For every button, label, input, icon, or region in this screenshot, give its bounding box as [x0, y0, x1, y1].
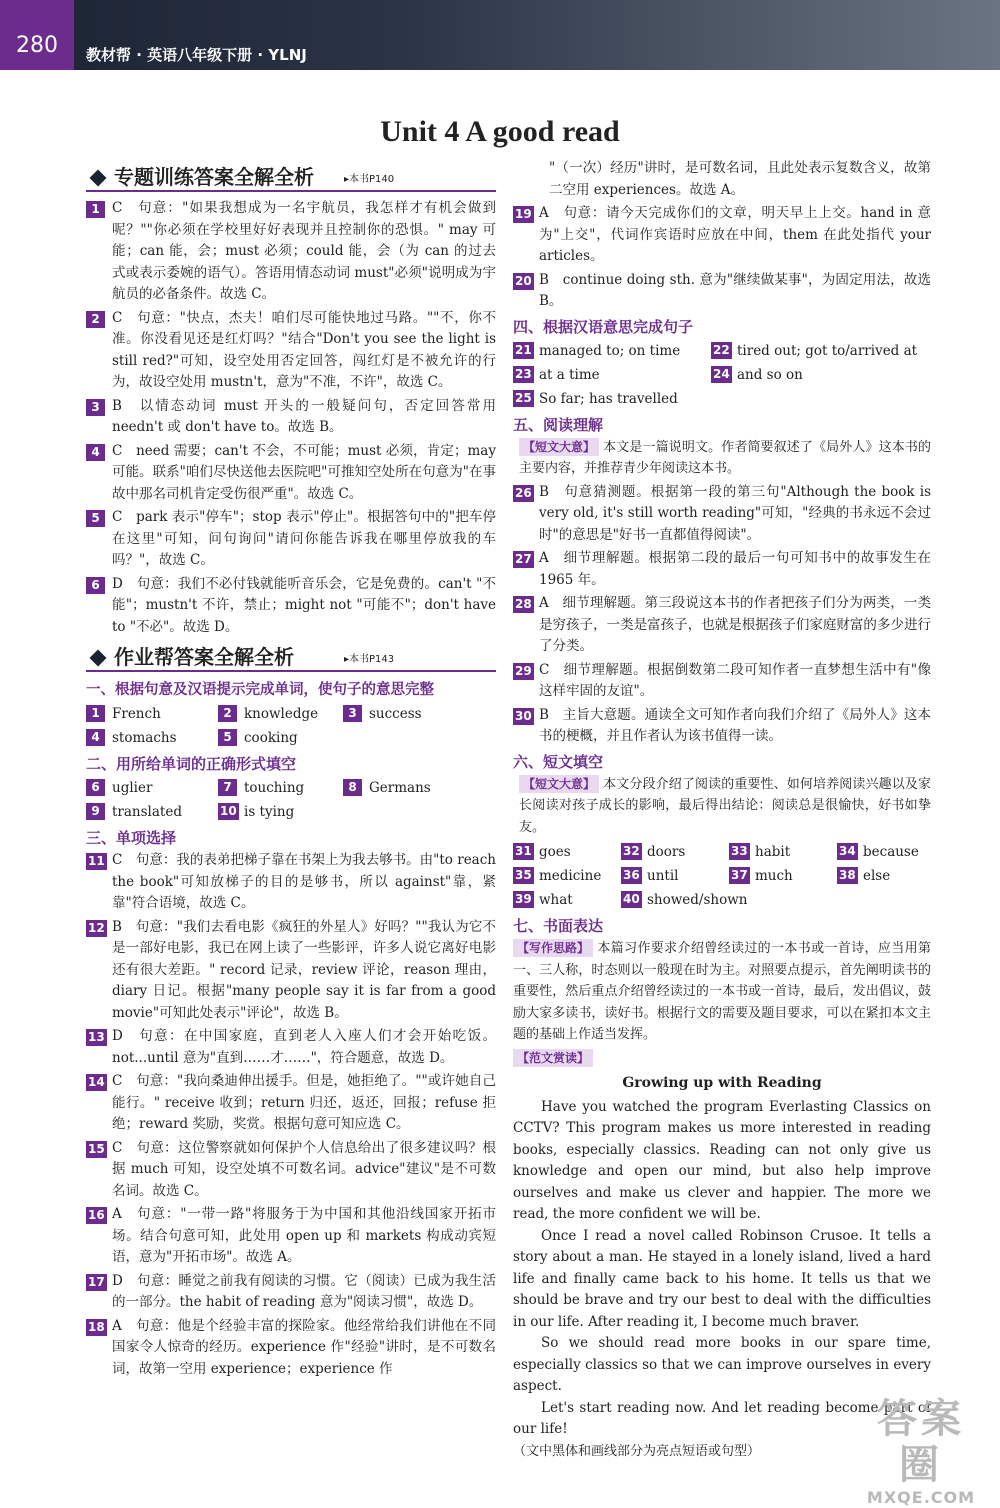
part-heading: 二、用所给单词的正确形式填空 [86, 755, 297, 773]
summary [513, 437, 931, 480]
answer-grid [86, 702, 496, 750]
answer-text: managed to; on time [539, 342, 681, 359]
answer-text: So far; has travelled [539, 390, 678, 407]
answer-item [513, 270, 931, 313]
answer-text: tired out; got to/arrived at [737, 342, 918, 359]
answer-cell [513, 363, 711, 387]
answer-cell [218, 776, 343, 800]
answer-text: showed/shown [647, 892, 748, 908]
answer-item [513, 482, 931, 547]
section-ref: ▸本书P143 [344, 654, 395, 665]
essay-paragraph: Have you watched the program Everlasting Classics on CCTV? This program makes us more interested in reading books, especially classics. Reading can not only give us knowledge and open our mind, but also help improve ourselves and make us clever and happier. The more we read, the more confident we will be. [513, 1098, 931, 1222]
section-title: 专题训练答案全解全析 [114, 165, 314, 189]
question-number: 1 [86, 201, 105, 218]
question-number: 10 [220, 804, 237, 818]
book-title: 教材帮 · 英语八年级下册 · YLNJ [86, 46, 307, 64]
part-heading: 三、单项选择 [86, 829, 177, 847]
answer-text: until [647, 868, 679, 884]
answer-text: B 句意猜测题。根据第一段的第三句"Although the book is very old, it's still worth reading"可知，"经典的书永远不会过时"的意思是"好书一直都值得阅读"。 [539, 483, 931, 543]
answer-list [513, 482, 931, 748]
question-number: 13 [88, 1030, 105, 1044]
question-number: 31 [515, 844, 532, 858]
question-number: 8 [343, 779, 362, 796]
page-number: 280 [0, 0, 74, 70]
answer-text: touching [244, 780, 305, 796]
question-number: 17 [88, 1274, 105, 1289]
answer-grid [86, 776, 496, 824]
question-number: 34 [839, 844, 856, 858]
answer-item [86, 1071, 496, 1136]
question-number: 28 [515, 597, 532, 611]
answer-cell [513, 387, 711, 411]
question-number: 4 [86, 444, 105, 461]
answer-cell [86, 800, 218, 824]
answer-text: knowledge [244, 706, 319, 722]
answer-item [86, 198, 496, 306]
answer-cell [711, 363, 931, 387]
part-heading: 五、阅读理解 [513, 415, 604, 434]
answer-list [86, 198, 496, 638]
answer-text: uglier [112, 780, 153, 796]
section-ref: ▸本书P140 [344, 174, 395, 185]
question-number: 12 [88, 920, 105, 935]
section-band [86, 162, 496, 192]
answer-text: C 句意："如果我想成为一名宇航员，我怎样才有机会做到呢？""你必须在学校里好好表现并且控制你的恐惧。" may 可能；can 能，会；must 必须；could 能，会（为 can 的过去式或表示委婉的语气）。答语用情态动词 must"必须"说明成为宇航员的必备条件。故选 C。 [112, 200, 496, 302]
answer-cell [343, 776, 493, 800]
question-number: 27 [515, 552, 532, 566]
question-number: 24 [713, 366, 730, 381]
answer-cell [86, 726, 218, 750]
answer-cell [343, 702, 493, 726]
answer-item [86, 1026, 496, 1069]
question-number: 32 [623, 844, 640, 858]
question-number: 6 [86, 779, 105, 796]
summary-text: 本文是一篇说明文。作者简要叙述了《局外人》这本书的主要内容，并推荐青少年阅读这本书。 [519, 439, 931, 476]
answer-cell [86, 702, 218, 726]
section-band [86, 642, 496, 672]
answer-text: much [755, 868, 793, 884]
watermark [856, 1396, 986, 1507]
question-number: 1 [86, 705, 105, 722]
question-number: 30 [515, 708, 532, 723]
answer-item [86, 850, 496, 915]
answer-item [513, 660, 931, 703]
answer-text: C park 表示"停车"；stop 表示"停止"。根据答句中的"把车停在这里"可知，问句询问"请问你能告诉我在哪里停放我的车吗？"，故选 C。 [112, 509, 496, 568]
essay-paragraph: Let's start reading now. And let reading become part of our life! [513, 1399, 931, 1437]
right-column [513, 158, 931, 1462]
answer-text: B 句意："我们去看电影《疯狂的外星人》好吗？""我认为它不是一部好电影，我已在网上读了一些影评，许多人说它离好电影还有很大差距。" record 记录，review 评论，reason 理由，diary 日记。根据"many people say it is far from a good movie"可知此处表示"评论"，故选 B。 [112, 918, 496, 1021]
question-number: 36 [623, 868, 640, 882]
answer-item [86, 441, 496, 506]
question-number: 20 [515, 273, 532, 288]
part-heading: 四、根据汉语意思完成句子 [513, 317, 694, 336]
question-number: 29 [515, 663, 532, 678]
answer-cell [729, 840, 837, 864]
answer-grid [513, 840, 931, 912]
answer-text: Germans [369, 780, 431, 796]
answer-cell [711, 339, 931, 363]
question-number: 16 [88, 1208, 105, 1222]
answer-item [513, 593, 931, 658]
answer-item [86, 1316, 496, 1381]
part-heading: 七、书面表达 [513, 917, 604, 935]
answer-cell [621, 840, 729, 864]
answer-item [86, 1204, 496, 1269]
thinking-text: 本篇习作要求介绍曾经读过的一本书或一首诗，应当用第一、三人称，时态则以一般现在时为主。对照要点提示，首先阐明读书的重要性，然后重点介绍曾经读过的一本书或一首诗，最后，发出倡议，鼓励大家多读书，读好书。根据行文的需要及题目要求，可以在紧扣本文主题的基础上作适当发挥。 [513, 941, 931, 1042]
question-number: 3 [86, 399, 105, 416]
answer-cell [218, 800, 343, 824]
answer-text: B continue doing sth. 意为"继续做某事"，为固定用法，故选 B。 [539, 271, 931, 309]
question-number: 7 [218, 779, 237, 796]
essay-paragraph: So we should read more books in our spare time, especially classics so that we can improve ourselves in every aspect. [513, 1335, 931, 1394]
item-text: "（一次）经历"讲时，是可数名词，且此处表示复数含义，故第二空用 experiences。故选 A。 [549, 160, 931, 198]
answer-text: goes [539, 844, 571, 860]
section-title: 作业帮答案全解全析 [114, 645, 294, 669]
summary [513, 774, 931, 839]
answer-cell [621, 864, 729, 888]
model-tag-row [513, 1048, 931, 1070]
answer-text: C 细节理解题。根据倒数第二段可知作者一直梦想生活中有"像这样牢固的友谊"。 [539, 661, 931, 699]
answer-text: C 句意：这位警察就如何保护个人信息给出了很多建议吗？根据 much 可知，设空处填不可数名词。advice"建议"是不可数名词。故选 C。 [112, 1139, 496, 1199]
answer-text: and so on [737, 366, 803, 383]
answer-text: cooking [244, 730, 298, 746]
question-number: 6 [86, 577, 105, 594]
question-number: 4 [86, 729, 105, 746]
essay-title: Growing up with Reading [622, 1075, 822, 1091]
diamond-icon [90, 170, 107, 187]
answer-cell [837, 864, 931, 888]
answer-cell [513, 864, 621, 888]
essay-note: （文中黑体和画线部分为亮点短语或句型） [513, 1443, 761, 1459]
diamond-icon [90, 650, 107, 667]
answer-text: success [369, 706, 422, 722]
answer-item [86, 1138, 496, 1203]
answer-text: D 句意：在中国家庭，直到老人入座人们才会开始吃饭。not...until 意为"直到……才……"，符合题意，故选 D。 [112, 1028, 496, 1066]
answer-item [513, 705, 931, 748]
left-column [86, 158, 496, 1382]
answer-text: D 句意：睡觉之前我有阅读的习惯。它（阅读）已成为我生活的一部分。the habit of reading 意为"阅读习惯"，故选 D。 [112, 1272, 496, 1310]
question-number: 18 [88, 1319, 105, 1334]
answer-cell [513, 840, 621, 864]
answer-text: A 细节理解题。第三段说这本书的作者把孩子们分为两类，一类是穷孩子，一类是富孩子，也就是根据孩子们家庭财富的多少进行了分类。 [539, 595, 931, 654]
answer-text: because [863, 844, 919, 860]
answer-text: French [112, 706, 161, 722]
answer-text: at a time [539, 366, 600, 383]
question-number: 5 [218, 729, 237, 746]
continued-text [513, 158, 931, 201]
answer-text: medicine [539, 868, 602, 884]
essay-paragraph: Once I read a novel called Robinson Crusoe. It tells a story about a man. He stayed in a lonely island, lived a hard life and finally came back to his home. It tells us that we should be brave and try our best to deal with the difficulties in our life. After reading it, I become much braver. [513, 1227, 931, 1330]
answer-item [513, 548, 931, 591]
answer-text: A 句意："一带一路"将服务于为中国和其他沿线国家开拓市场。结合句意可知，此处用 open up 和 markets 构成动宾短语，意为"开拓市场"。故选 A。 [112, 1206, 496, 1265]
answer-text: C 句意："我向桑迪伸出援手。但是，她拒绝了。""或许她自己能行。" receive 收到；return 归还，返还，回报；refuse 拒绝；reward 奖励，奖赏。根据句意可知应选 C。 [112, 1073, 496, 1132]
question-number: 39 [515, 892, 532, 906]
answer-cell [218, 702, 343, 726]
answer-text: A 句意：请今天完成你们的文章，明天早上上交。hand in 意为"上交"，代词作宾语时应放在中间，them 在此处指代 your articles。 [539, 205, 931, 264]
answer-text: B 主旨大意题。通读全文可知作者向我们介绍了《局外人》这本书的梗概，并且作者认为该书值得一读。 [539, 706, 931, 744]
question-number: 26 [515, 485, 532, 500]
answer-cell [218, 726, 343, 750]
question-number: 2 [86, 311, 105, 328]
part-heading: 六、短文填空 [513, 752, 604, 771]
answer-cell [729, 864, 837, 888]
question-number: 37 [731, 868, 748, 882]
question-number: 19 [515, 207, 532, 221]
part-heading: 一、根据句意及汉语提示完成单词，使句子的意思完整 [86, 682, 434, 698]
watermark-url: MXQE.COM [866, 1488, 976, 1507]
answer-text: translated [112, 804, 182, 820]
answer-list [86, 850, 496, 1380]
answer-text: stomachs [112, 730, 177, 746]
question-number: 40 [623, 892, 640, 906]
summary-tag: 【短文大意】 [519, 438, 599, 456]
answer-text: B 以情态动词 must 开头的一般疑问句，否定回答常用 needn't 或 don't have to。故选 B。 [112, 397, 496, 435]
answer-item [86, 1271, 496, 1314]
question-number: 9 [86, 803, 105, 820]
answer-text: C 句意："快点，杰夫！咱们尽可能快地过马路。""不，你不准。你没看见还是红灯吗？"结合"Don't you see the light is still red?"可知，设空处用否定回答，闯红灯是不被允许的行为，故设空处用 mustn't，意为"不准，不许"，故选 C。 [112, 309, 496, 390]
question-number: 14 [88, 1075, 105, 1089]
summary-tag: 【短文大意】 [519, 775, 599, 793]
answer-list [513, 203, 931, 313]
answer-text: habit [755, 844, 791, 860]
question-number: 2 [218, 705, 237, 722]
question-number: 33 [731, 844, 748, 858]
answer-item [86, 507, 496, 572]
answer-text: A 句意：他是个经验丰富的探险家。他经常给我们讲他在不同国家令人惊奇的经历。experience 作"经验"讲时，是不可数名词，故第一空用 experience；experience 作 [112, 1317, 496, 1377]
answer-item [86, 917, 496, 1025]
answer-cell [86, 776, 218, 800]
question-number: 21 [515, 342, 532, 357]
answer-text: what [539, 892, 573, 908]
answer-text: D 句意：我们不必付钱就能听音乐会，它是免费的。can't "不能"；mustn't 不许，禁止；might not "可能不"；don't have to "不必"。故选 D。 [112, 575, 496, 635]
question-number: 25 [515, 390, 532, 405]
question-number: 15 [88, 1141, 105, 1156]
unit-title: Unit 4 A good read [380, 115, 620, 148]
thinking-tag: 【写作思路】 [513, 939, 593, 957]
question-number: 35 [515, 868, 532, 882]
answer-text: C 句意：我的表弟把梯子靠在书架上为我去够书。由"to reach the book"可知放梯子的目的是够书，所以 against"靠，紧靠"符合语境，故选 C。 [112, 852, 496, 911]
answer-text: is tying [244, 804, 295, 820]
question-number: 22 [713, 342, 730, 357]
page-header [0, 0, 1000, 70]
question-number: 11 [88, 854, 105, 868]
model-tag: 【范文赏读】 [513, 1049, 593, 1067]
answer-cell [621, 888, 748, 912]
answer-item [513, 203, 931, 268]
answer-item [86, 396, 496, 439]
answer-cell [513, 339, 711, 363]
answer-text: doors [647, 844, 686, 860]
writing-thinking [513, 938, 931, 1046]
question-number: 38 [839, 868, 856, 882]
answer-cell [837, 840, 931, 864]
answer-text: A 细节理解题。根据第二段的最后一句可知书中的故事发生在 1965 年。 [539, 550, 931, 588]
question-number: 23 [515, 366, 532, 381]
question-number: 3 [343, 705, 362, 722]
answer-cell [513, 888, 621, 912]
answer-text: else [863, 868, 891, 884]
answer-text: C need 需要；can't 不会，不可能；must 必须，肯定；may 可能。联系"咱们尽快送他去医院吧"可推知空处所在句意为"在事故中那名司机肯定受伤很严重"。故选 C。 [112, 442, 496, 502]
question-number: 5 [86, 510, 105, 527]
summary-text: 本文分段介绍了阅读的重要性、如何培养阅读兴趣以及家长阅读对孩子成长的影响，最后得出结论：阅读总是很愉快，好书如挚友。 [519, 776, 931, 835]
watermark-logo: 答案圈 [877, 1396, 965, 1488]
answer-grid [513, 339, 931, 411]
answer-item [86, 308, 496, 394]
answer-item [86, 574, 496, 639]
